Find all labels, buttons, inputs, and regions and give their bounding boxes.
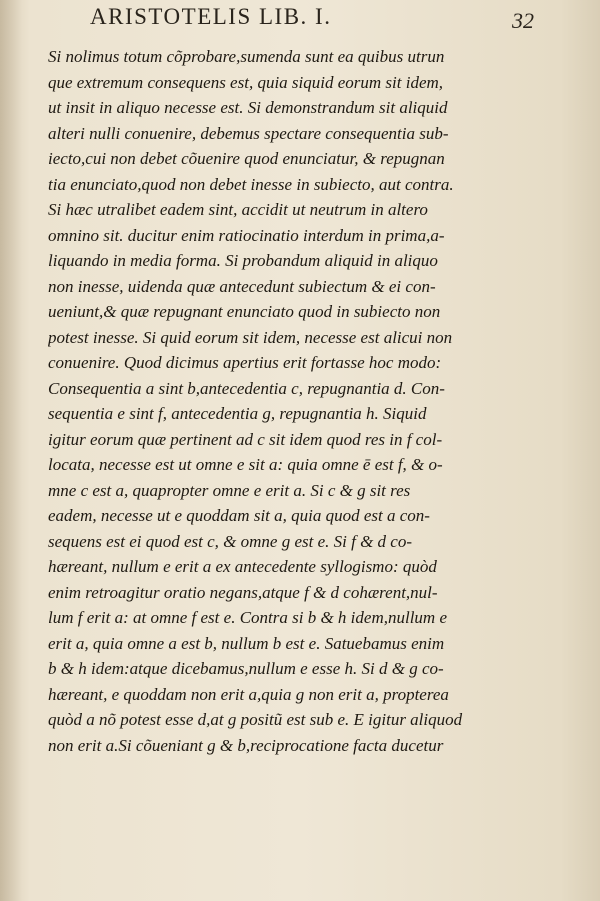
text-line: liquando in media forma. Si probandum aliquid in aliquo (48, 251, 438, 270)
text-line: quòd a nõ potest esse d,at g positũ est sub e. E igitur aliquod (48, 710, 463, 729)
text-line: erit a, quia omne a est b, nullum b est e. Satuebamus enim (48, 633, 445, 653)
text-line: igitur eorum quæ pertinent ad c sit idem quod res in f col- (48, 429, 443, 449)
text-line: alteri nulli conuenire, debemus spectare consequentia sub- (48, 123, 449, 143)
text-line: locata, necesse est ut omne e sit a: quia omne ē est f, & o- (48, 455, 443, 474)
text-line: sequens est ei quod est c, & omne g est e. Si f & d co- (48, 531, 413, 551)
page-number: 32 (512, 8, 534, 33)
text-line: potest inesse. Si quid eorum sit idem, necesse est alicui non (48, 327, 453, 347)
text-line: iecto,cui non debet cõuenire quod enunciatur, & repugnan (48, 149, 445, 168)
text-line: hæreant, nullum e erit a ex antecedente syllogismo: quòd (48, 557, 437, 576)
text-line: que extremum consequens est, quia siquid eorum sit idem, (48, 72, 444, 92)
text-line: omnino sit. ducitur enim ratiocinatio interdum in prima,a- (48, 225, 445, 245)
text-line: ut insit in aliquo necesse est. Si demonstrandum sit aliquid (48, 98, 448, 117)
text-line: Si nolimus totum cõprobare,sumenda sunt ea quibus utrun (48, 47, 445, 66)
text-line: eadem, necesse ut e quoddam sit a, quia quod est a con- (48, 506, 430, 525)
text-line: Si hæc utralibet eadem sint, accidit ut neutrum in altero (48, 200, 428, 219)
text-line: non inesse, uidenda quæ antecedunt subiectum & ei con- (48, 276, 436, 296)
main-text-block (48, 44, 468, 758)
gutter-shadow (0, 0, 22, 901)
text-line: lum f erit a: at omne f est e. Contra si b & h idem,nullum e (48, 608, 447, 627)
running-head: ARISTOTELIS LIB. I. (90, 4, 332, 29)
text-line: ueniunt,& quæ repugnant enunciato quod in subiecto non (48, 302, 441, 321)
text-line: b & h idem:atque dicebamus,nullum e esse h. Si d & g co- (48, 659, 444, 678)
text-line: Consequentia a sint b,antecedentia c, repugnantia d. Con- (48, 378, 445, 398)
text-line: hæreant, e quoddam non erit a,quia g non erit a, propterea (48, 684, 449, 704)
text-line: conuenire. Quod dicimus apertius erit fortasse hoc modo: (48, 353, 442, 372)
text-line: tia enunciato,quod non debet inesse in subiecto, aut contra. (48, 174, 454, 194)
text-line: enim retroagitur oratio negans,atque f & d cohærent,nul- (48, 582, 438, 602)
text-line: sequentia e sint f, antecedentia g, repugnantia h. Siquid (48, 404, 427, 423)
text-line: mne c est a, quapropter omne e erit a. Si c & g sit res (48, 480, 411, 500)
text-line: non erit a.Si cõueniant g & b,reciprocatione facta ducetur (48, 735, 444, 755)
